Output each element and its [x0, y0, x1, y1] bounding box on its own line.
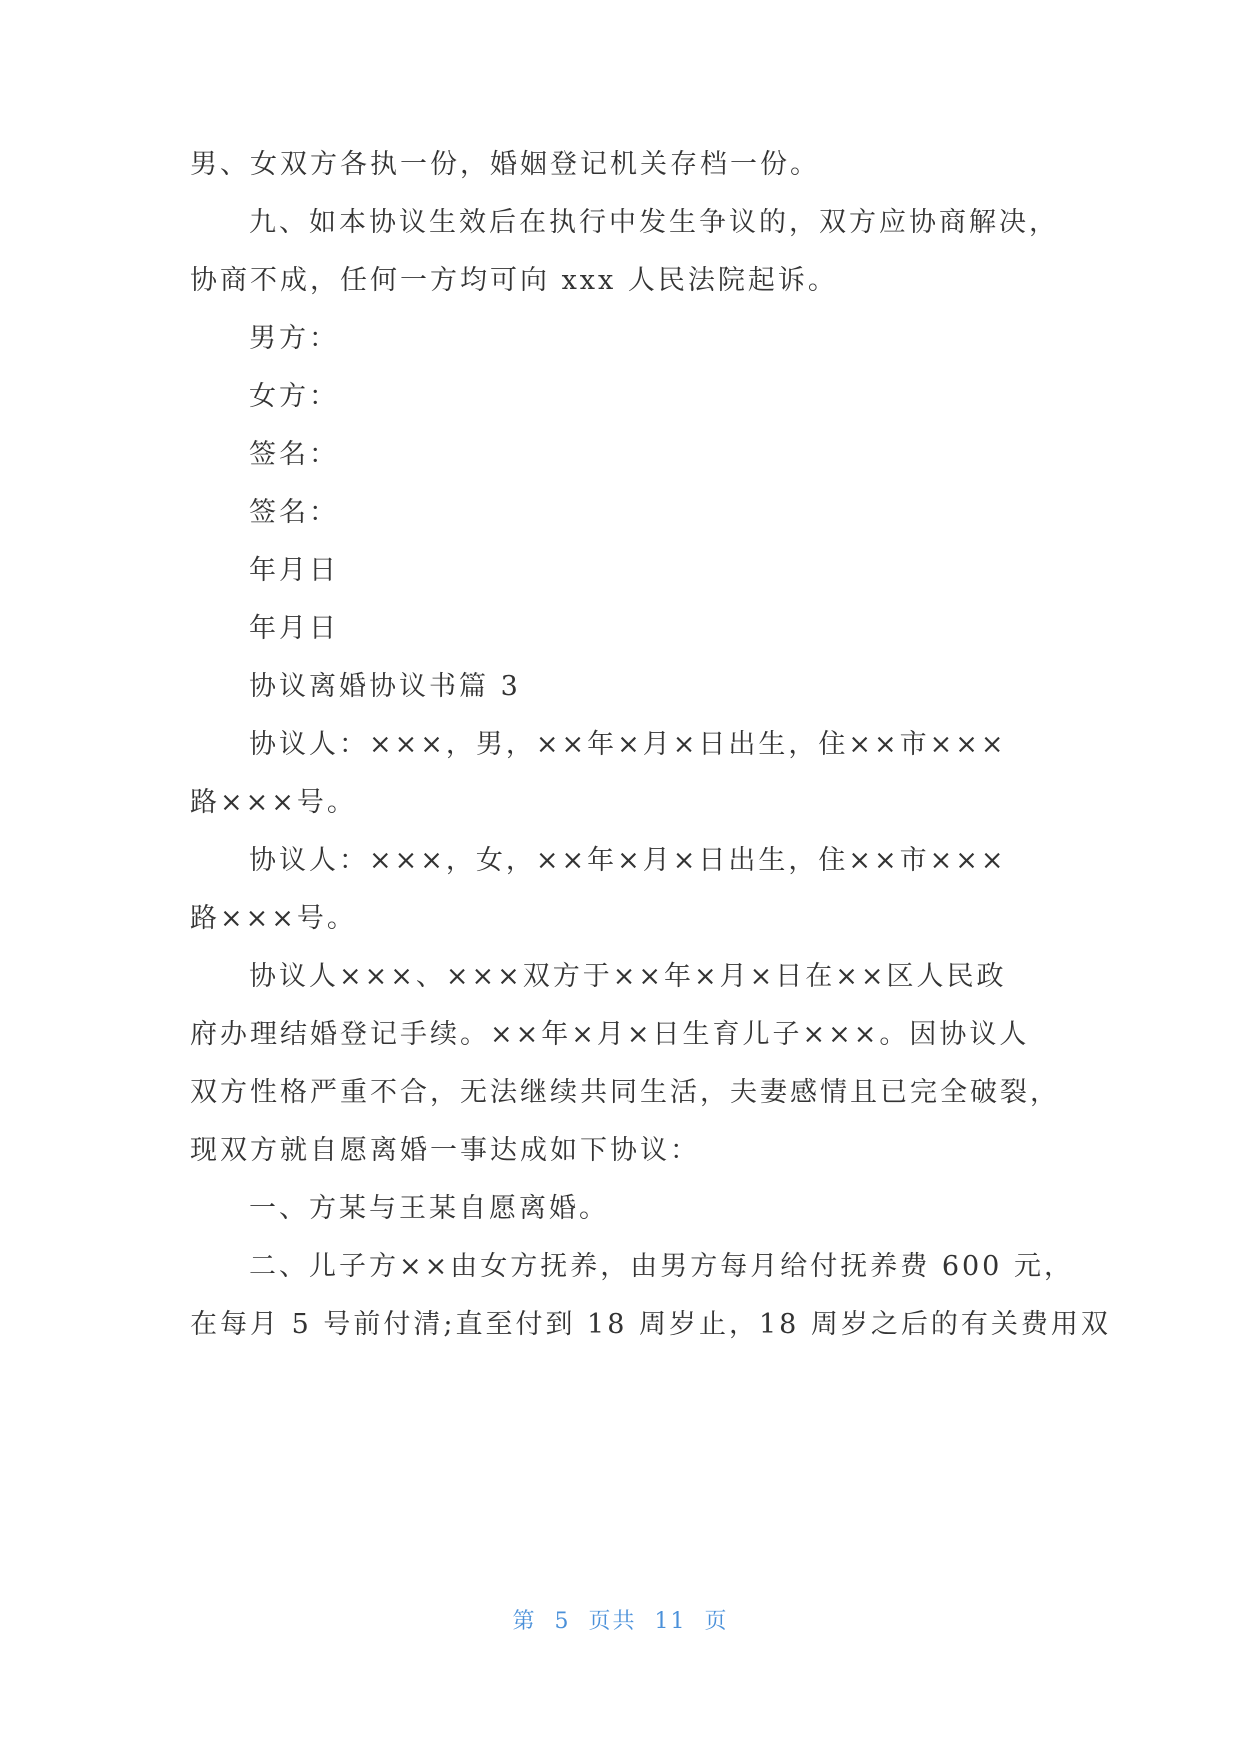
- paragraph-line: 九、如本协议生效后在执行中发生争议的，双方应协商解决，: [249, 207, 1059, 238]
- signature-label-male: 男方：: [249, 323, 339, 354]
- paragraph-line: 现双方就自愿离婚一事达成如下协议：: [190, 1135, 700, 1166]
- paragraph-line: 府办理结婚登记手续。××年×月×日生育儿子×××。因协议人: [190, 1019, 1030, 1050]
- date-label: 年月日: [249, 613, 339, 644]
- date-label: 年月日: [249, 555, 339, 586]
- signature-label-sign: 签名：: [249, 497, 339, 528]
- paragraph-line: 在每月 5 号前付清;直至付到 18 周岁止，18 周岁之后的有关费用双: [190, 1309, 1111, 1340]
- signature-label-female: 女方：: [249, 381, 339, 412]
- paragraph-line: 一、方某与王某自愿离婚。: [249, 1193, 609, 1224]
- paragraph-line: 协议人×××、×××双方于××年×月×日在××区人民政: [249, 961, 1007, 992]
- footer-current-page: 5: [554, 1609, 571, 1634]
- footer-prefix: 第: [512, 1609, 537, 1634]
- paragraph-line: 路×××号。: [190, 903, 357, 934]
- section-heading: 协议离婚协议书篇 3: [249, 671, 521, 702]
- footer-suffix: 页: [704, 1609, 729, 1634]
- paragraph-line: 男、女双方各执一份，婚姻登记机关存档一份。: [190, 149, 820, 180]
- paragraph-line: 双方性格严重不合，无法继续共同生活，夫妻感情且已完全破裂，: [190, 1077, 1060, 1108]
- paragraph-line: 路×××号。: [190, 787, 357, 818]
- page-footer: [0, 1604, 1241, 1635]
- paragraph-line: 协商不成，任何一方均可向 xxx 人民法院起诉。: [190, 265, 838, 296]
- paragraph-line: 协议人：×××，女，××年×月×日出生，住××市×××: [249, 845, 1007, 876]
- paragraph-line: 协议人：×××，男，××年×月×日出生，住××市×××: [249, 729, 1007, 760]
- footer-total-pages: 11: [654, 1609, 687, 1634]
- paragraph-line: 二、儿子方××由女方抚养，由男方每月给付抚养费 600 元，: [249, 1251, 1074, 1282]
- footer-middle: 页共: [588, 1609, 637, 1634]
- signature-label-sign: 签名：: [249, 439, 339, 470]
